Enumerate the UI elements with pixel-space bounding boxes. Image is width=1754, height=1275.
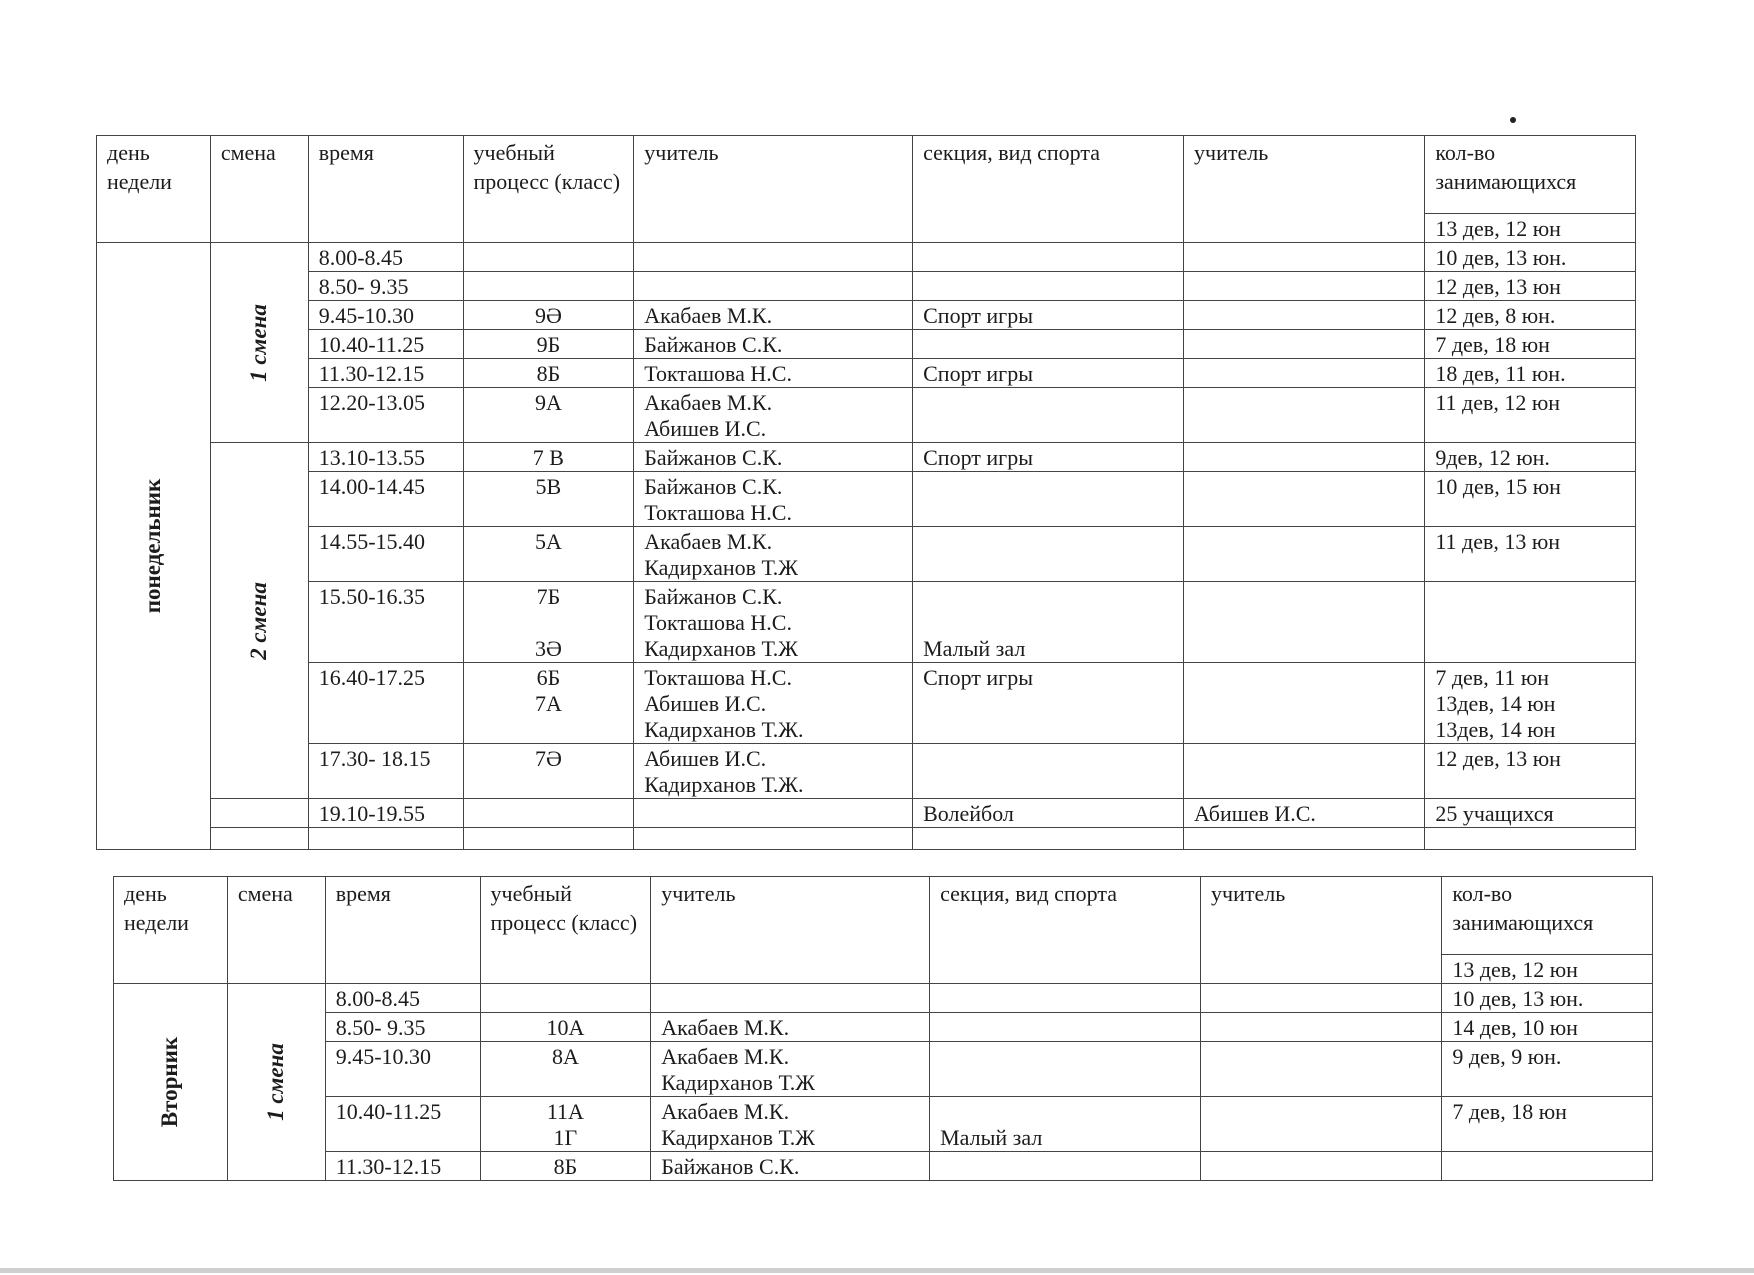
class-cell: 8А <box>480 1042 651 1097</box>
empty-cell <box>634 828 913 850</box>
schedule-row <box>97 799 1636 828</box>
header-row <box>97 136 1636 214</box>
header-section-sport: секция, вид спорта <box>930 877 1201 984</box>
teacher-cell: Байжанов С.К. <box>634 443 913 472</box>
section-cell <box>913 388 1184 443</box>
class-cell: 9А <box>463 388 634 443</box>
shift-empty-cell <box>210 799 308 828</box>
time-cell: 16.40-17.25 <box>308 663 463 744</box>
time-cell: 14.00-14.45 <box>308 472 463 527</box>
count-cell: 12 дев, 13 юн <box>1425 744 1636 799</box>
teacher-2-cell <box>1201 984 1442 1013</box>
section-cell <box>913 527 1184 582</box>
teacher-cell <box>634 799 913 828</box>
tuesday-schedule-table <box>113 876 1653 1181</box>
section-cell: Спорт игры <box>913 359 1184 388</box>
section-cell <box>913 330 1184 359</box>
empty-row <box>97 828 1636 850</box>
schedule-row <box>97 272 1636 301</box>
time-cell: 10.40-11.25 <box>308 330 463 359</box>
schedule-row <box>114 1013 1653 1042</box>
section-cell <box>913 744 1184 799</box>
class-cell: 9Б <box>463 330 634 359</box>
teacher-2-cell <box>1201 1013 1442 1042</box>
day-label-tuesday: Вторник <box>157 1036 183 1128</box>
header-time: время <box>325 877 480 984</box>
count-cell: 11 дев, 13 юн <box>1425 527 1636 582</box>
count-cell: 9 дев, 9 юн. <box>1442 1042 1653 1097</box>
header-count-value: 13 дев, 12 юн <box>1425 214 1636 243</box>
empty-cell <box>1425 828 1636 850</box>
scan-speck <box>1510 117 1516 123</box>
shift-2-label: 2 смена <box>246 581 272 660</box>
teacher-2-cell <box>1201 1042 1442 1097</box>
schedule-row <box>97 243 1636 272</box>
scan-edge <box>0 1268 1754 1273</box>
class-cell: 6Б 7А <box>463 663 634 744</box>
empty-cell <box>1184 828 1425 850</box>
count-cell: 18 дев, 11 юн. <box>1425 359 1636 388</box>
shift-1-label-cell <box>227 984 325 1181</box>
schedule-row <box>114 984 1653 1013</box>
header-day-of-week: день недели <box>114 877 228 984</box>
class-cell: 7Ә <box>463 744 634 799</box>
time-cell: 8.50- 9.35 <box>325 1013 480 1042</box>
teacher-cell <box>634 272 913 301</box>
teacher-2-cell <box>1184 330 1425 359</box>
teacher-cell: Байжанов С.К. Токташова Н.С. <box>634 472 913 527</box>
header-count: кол-во занимающихся <box>1425 136 1636 214</box>
teacher-2-cell <box>1184 359 1425 388</box>
time-cell: 8.50- 9.35 <box>308 272 463 301</box>
class-cell: 7Б 3Ә <box>463 582 634 663</box>
teacher-cell: Токташова Н.С. <box>634 359 913 388</box>
teacher-cell <box>651 984 930 1013</box>
time-cell: 11.30-12.15 <box>325 1152 480 1181</box>
count-cell: 25 учащихся <box>1425 799 1636 828</box>
count-cell: 9дев, 12 юн. <box>1425 443 1636 472</box>
count-cell: 10 дев, 13 юн. <box>1425 243 1636 272</box>
empty-cell <box>913 828 1184 850</box>
section-cell <box>913 272 1184 301</box>
teacher-2-cell <box>1201 1097 1442 1152</box>
teacher-2-cell <box>1184 527 1425 582</box>
teacher-2-cell <box>1184 443 1425 472</box>
header-teacher-2: учитель <box>1184 136 1425 243</box>
class-cell <box>463 243 634 272</box>
teacher-2-cell <box>1184 472 1425 527</box>
class-cell <box>463 799 634 828</box>
class-cell: 8Б <box>463 359 634 388</box>
time-cell: 8.00-8.45 <box>308 243 463 272</box>
count-cell: 10 дев, 15 юн <box>1425 472 1636 527</box>
time-cell: 13.10-13.55 <box>308 443 463 472</box>
teacher-2-cell <box>1184 388 1425 443</box>
section-cell <box>930 1042 1201 1097</box>
teacher-cell: Акабаев М.К. <box>651 1013 930 1042</box>
schedule-row <box>97 582 1636 663</box>
section-cell: Спорт игры <box>913 663 1184 744</box>
shift-1-label-cell <box>210 243 308 443</box>
teacher-cell: Акабаев М.К. Кадирханов Т.Ж <box>634 527 913 582</box>
count-cell: 7 дев, 18 юн <box>1425 330 1636 359</box>
count-cell <box>1425 582 1636 663</box>
class-cell: 9Ә <box>463 301 634 330</box>
time-cell: 14.55-15.40 <box>308 527 463 582</box>
header-section-sport: секция, вид спорта <box>913 136 1184 243</box>
day-label-monday-cell <box>97 243 211 850</box>
teacher-cell: Акабаев М.К. <box>634 301 913 330</box>
section-cell <box>930 1152 1201 1181</box>
teacher-2-cell <box>1184 582 1425 663</box>
teacher-cell: Токташова Н.С. Абишев И.С. Кадирханов Т.Ж. <box>634 663 913 744</box>
time-cell: 17.30- 18.15 <box>308 744 463 799</box>
header-class: учебный процесс (класс) <box>480 877 651 984</box>
time-cell: 9.45-10.30 <box>325 1042 480 1097</box>
schedule-row <box>114 1152 1653 1181</box>
schedule-row <box>97 744 1636 799</box>
count-cell: 7 дев, 18 юн <box>1442 1097 1653 1152</box>
empty-cell <box>308 828 463 850</box>
count-cell: 14 дев, 10 юн <box>1442 1013 1653 1042</box>
header-day-of-week: день недели <box>97 136 211 243</box>
section-cell <box>930 984 1201 1013</box>
count-cell: 10 дев, 13 юн. <box>1442 984 1653 1013</box>
header-row <box>114 877 1653 955</box>
shift-1-label: 1 смена <box>263 1043 289 1121</box>
time-cell: 12.20-13.05 <box>308 388 463 443</box>
empty-cell <box>463 828 634 850</box>
teacher-cell <box>634 243 913 272</box>
time-cell: 10.40-11.25 <box>325 1097 480 1152</box>
schedule-row <box>97 301 1636 330</box>
header-teacher-2: учитель <box>1201 877 1442 984</box>
class-cell: 8Б <box>480 1152 651 1181</box>
class-cell: 5В <box>463 472 634 527</box>
teacher-2-cell <box>1184 243 1425 272</box>
count-cell: 12 дев, 13 юн <box>1425 272 1636 301</box>
header-count-value: 13 дев, 12 юн <box>1442 955 1653 984</box>
header-shift: смена <box>210 136 308 243</box>
teacher-2-cell <box>1184 272 1425 301</box>
schedule-row <box>114 1097 1653 1152</box>
schedule-row <box>97 359 1636 388</box>
teacher-2-cell <box>1184 744 1425 799</box>
time-cell: 15.50-16.35 <box>308 582 463 663</box>
class-cell <box>463 272 634 301</box>
section-cell <box>913 243 1184 272</box>
schedule-row <box>114 1042 1653 1097</box>
teacher-2-cell: Абишев И.С. <box>1184 799 1425 828</box>
day-label-monday: понедельник <box>140 478 166 614</box>
teacher-cell: Байжанов С.К. <box>651 1152 930 1181</box>
class-cell <box>480 984 651 1013</box>
teacher-cell: Байжанов С.К. Токташова Н.С. Кадирханов Т.Ж <box>634 582 913 663</box>
schedule-row <box>97 663 1636 744</box>
schedule-row <box>97 527 1636 582</box>
class-cell: 10А <box>480 1013 651 1042</box>
shift-2-label-cell <box>210 443 308 799</box>
count-cell: 7 дев, 11 юн 13дев, 14 юн 13дев, 14 юн <box>1425 663 1636 744</box>
header-shift: смена <box>227 877 325 984</box>
count-cell: 12 дев, 8 юн. <box>1425 301 1636 330</box>
shift-1-label: 1 смена <box>246 303 272 382</box>
schedule-row <box>97 388 1636 443</box>
empty-cell <box>210 828 308 850</box>
class-cell: 5А <box>463 527 634 582</box>
section-cell: Волейбол <box>913 799 1184 828</box>
teacher-cell: Акабаев М.К. Абишев И.С. <box>634 388 913 443</box>
count-cell <box>1442 1152 1653 1181</box>
section-cell: Спорт игры <box>913 301 1184 330</box>
section-cell <box>913 472 1184 527</box>
monday-schedule-table <box>96 135 1636 850</box>
header-teacher: учитель <box>634 136 913 243</box>
header-count: кол-во занимающихся <box>1442 877 1653 955</box>
class-cell: 7 В <box>463 443 634 472</box>
section-cell: Малый зал <box>913 582 1184 663</box>
teacher-cell: Акабаев М.К. Кадирханов Т.Ж <box>651 1042 930 1097</box>
header-time: время <box>308 136 463 243</box>
section-cell: Малый зал <box>930 1097 1201 1152</box>
schedule-row <box>97 443 1636 472</box>
section-cell: Спорт игры <box>913 443 1184 472</box>
time-cell: 19.10-19.55 <box>308 799 463 828</box>
schedule-row <box>97 472 1636 527</box>
teacher-cell: Акабаев М.К. Кадирханов Т.Ж <box>651 1097 930 1152</box>
header-teacher: учитель <box>651 877 930 984</box>
teacher-2-cell <box>1201 1152 1442 1181</box>
time-cell: 9.45-10.30 <box>308 301 463 330</box>
teacher-cell: Байжанов С.К. <box>634 330 913 359</box>
schedule-row <box>97 330 1636 359</box>
time-cell: 11.30-12.15 <box>308 359 463 388</box>
section-cell <box>930 1013 1201 1042</box>
time-cell: 8.00-8.45 <box>325 984 480 1013</box>
day-label-tuesday-cell <box>114 984 228 1181</box>
teacher-2-cell <box>1184 663 1425 744</box>
count-cell: 11 дев, 12 юн <box>1425 388 1636 443</box>
class-cell: 11А 1Г <box>480 1097 651 1152</box>
teacher-2-cell <box>1184 301 1425 330</box>
header-class: учебный процесс (класс) <box>463 136 634 243</box>
teacher-cell: Абишев И.С. Кадирханов Т.Ж. <box>634 744 913 799</box>
